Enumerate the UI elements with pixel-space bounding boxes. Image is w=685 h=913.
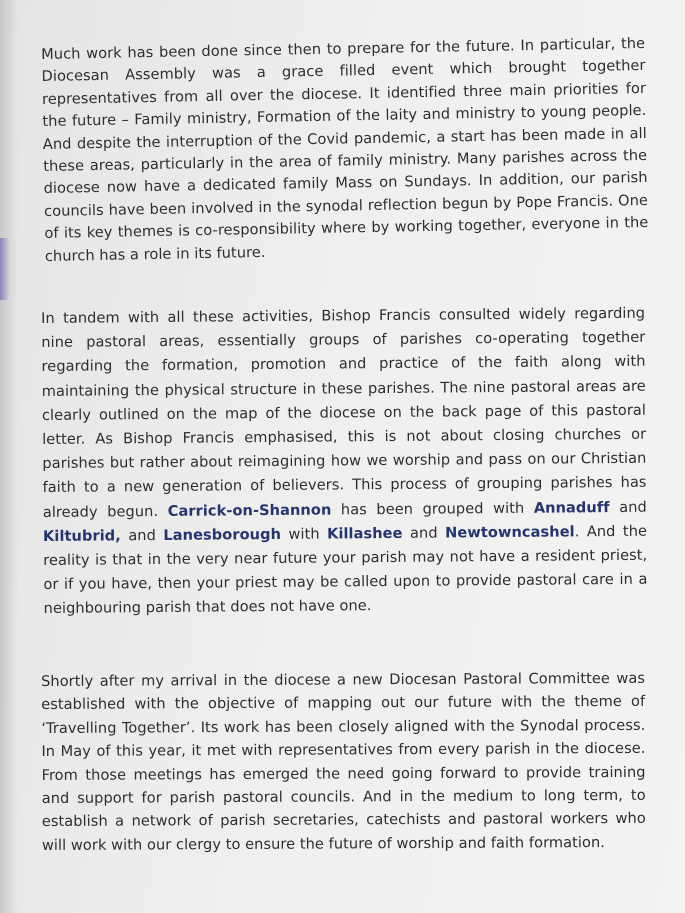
page-edge-mark bbox=[0, 238, 9, 300]
place-carrick-on-shannon: Carrick-on-Shannon bbox=[167, 501, 332, 520]
pastoral-areas-text-3: and bbox=[609, 498, 647, 516]
place-annaduff: Annaduff bbox=[533, 498, 610, 517]
pastoral-areas-text-6: and bbox=[402, 524, 446, 542]
pastoral-areas-text-7: . And the reality is that in the very near future your parish may not have a resident priest, or if you have, then your priest may be called upon to provide pastoral care in a neighbouring parish that does not have one. bbox=[43, 522, 648, 618]
place-newtowncashel: Newtowncashel bbox=[444, 523, 575, 542]
pastoral-areas-text-1: In tandem with all these activities, Bishop Francis consulted widely regarding nine pastoral areas, essentially groups of parishes co-operating together regarding the formation, promotion and practice of the faith along with maintaining the physical structure in these parishes. The nine pastoral areas are clearly outlined on the map of the diocese on the back page of this pastoral letter. As Bishop Francis emphasised, this is not about closing churches or parishes but rather about reimagining how we worship and pass on our Christian faith to a new generation of believers. This process of grouping parishes has already begun. bbox=[41, 304, 647, 521]
paragraph-pastoral-committee: Shortly after my arrival in the diocese a new Diocesan Pastoral Committee was established with the objective of mapping out our future with the theme of ‘Travelling Together’. Its work has been closely aligned with the Synodal process. In May of this year, it met with representatives from every parish in the diocese. From those meetings has emerged the need going forward to provide training and support for parish pastoral councils. And in the medium to long term, to establish a network of parish secretaries, catechists and pastoral workers who will work with our clergy to ensure the future of worship and faith formation. bbox=[41, 669, 646, 854]
place-killashee: Killashee bbox=[326, 524, 403, 543]
place-lanesborough: Lanesborough bbox=[163, 525, 282, 544]
pastoral-areas-text-5: with bbox=[280, 525, 328, 543]
pastoral-areas-text-2: has been grouped with bbox=[331, 499, 534, 519]
paragraph-pastoral-areas bbox=[41, 302, 648, 622]
place-kiltubrid: Kiltubrid, bbox=[42, 527, 121, 545]
pastoral-areas-text-4: and bbox=[120, 526, 164, 545]
paragraph-preparation: Much work has been done since then to prepare for the future. In particular, the Diocesan Assembly was a grace filled event which brought together representatives from all over the diocese. It identified three main priorities for the future – Family ministry, Formation of the laity and ministry to young people. And despite the interruption of the Covid pandemic, a start has been made in all these areas, particularly in the area of family ministry. Many parishes across the diocese now have a dedicated family Mass on Sundays. In addition, our parish councils have been involved in the synodal reflection begun by Pope Francis. One of its key themes is co-responsibility where by working together, everyone in the church has a role in its future. bbox=[41, 34, 649, 265]
page-edge-shadow bbox=[0, 0, 18, 913]
